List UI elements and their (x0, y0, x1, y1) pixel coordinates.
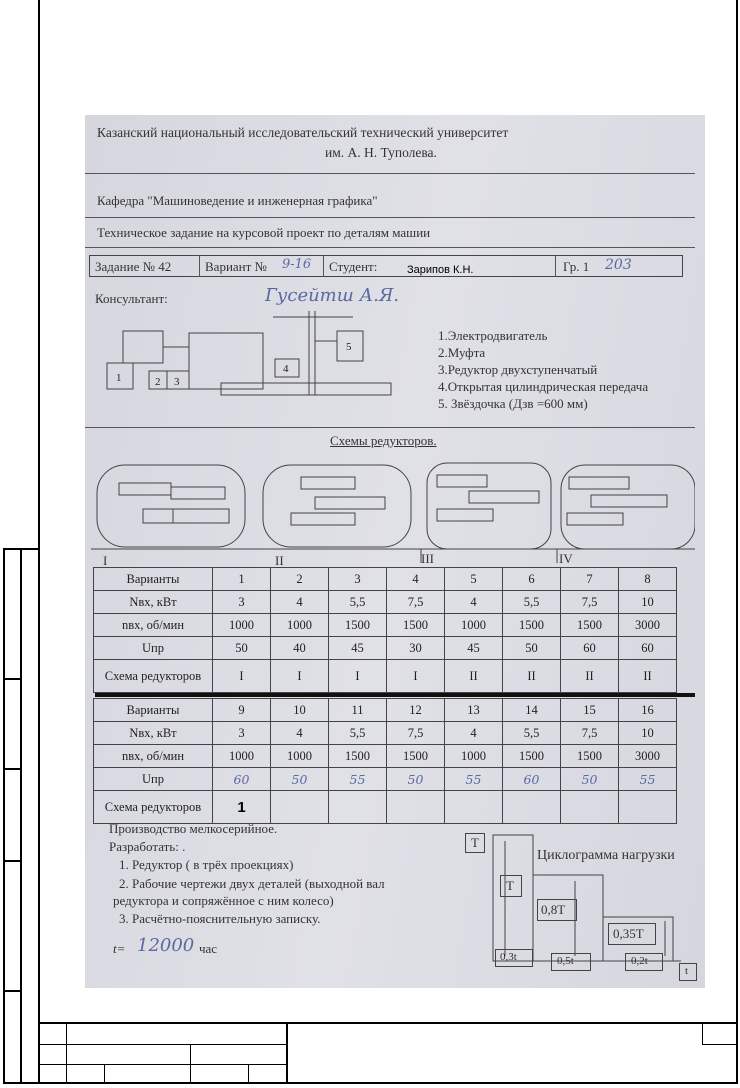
table-cell: 55 (329, 768, 387, 791)
scheme-label: III (421, 551, 434, 566)
table-cell: 1000 (445, 614, 503, 637)
side-stamp-cell (5, 862, 22, 992)
table-cell: 10 (271, 699, 329, 722)
table-cell: I (387, 660, 445, 693)
table-cell: 50 (213, 637, 271, 660)
student-name: Зарипов К.Н. (407, 264, 474, 276)
table-cell: 1500 (329, 745, 387, 768)
scheme-number: 3 (174, 376, 180, 388)
production-type: Производство мелкосерийное. (109, 821, 278, 836)
table-cell: 4 (445, 722, 503, 745)
table-cell: II (619, 660, 677, 693)
hours-value: 12000 (137, 935, 195, 956)
legend-item: 4.Открытая цилиндрическая передача (438, 379, 649, 394)
table-cell: 7,5 (561, 722, 619, 745)
table-cell: 9 (213, 699, 271, 722)
table-cell (271, 791, 329, 824)
table-cell: 5,5 (329, 722, 387, 745)
side-stamp-cell (5, 680, 22, 770)
table-cell: 5 (445, 568, 503, 591)
table-cell (619, 791, 677, 824)
table-cell: 15 (561, 699, 619, 722)
table-cell: 50 (271, 768, 329, 791)
hours-label: t= (113, 941, 126, 956)
scheme-number: 1 (116, 372, 122, 384)
scheme-number: 5 (346, 341, 352, 353)
cyclogram-t1: 0,3t (500, 951, 517, 963)
reducer-schemes-title: Схемы редукторов. (330, 433, 437, 448)
table-row (94, 791, 677, 824)
task-item: 2. Рабочие чертежи двух деталей (выходной вал (119, 876, 385, 891)
cyclogram-t2: 0,5t (557, 955, 574, 967)
table-cell: 5,5 (503, 591, 561, 614)
task-item: 1. Редуктор ( в трёх проекциях) (119, 857, 294, 872)
table-cell: 4 (445, 591, 503, 614)
consultant-label: Консультант: (95, 291, 168, 306)
table-row (94, 722, 677, 745)
table-cell: Nвх, кВт (94, 591, 213, 614)
table-cell: 1000 (213, 745, 271, 768)
table-cell (329, 791, 387, 824)
table-cell: II (561, 660, 619, 693)
table-cell: Uпр (94, 768, 213, 791)
table-cell: 3 (213, 591, 271, 614)
variants-table-2 (93, 698, 677, 824)
develop-label: Разработать: . (109, 839, 186, 854)
table-cell: 12 (387, 699, 445, 722)
group-label: Гр. 1 (563, 259, 590, 274)
table-cell: 55 (445, 768, 503, 791)
table-cell: 40 (271, 637, 329, 660)
table-row (94, 637, 677, 660)
table-cell (445, 791, 503, 824)
table-cell: 3 (329, 568, 387, 591)
scheme-label: II (275, 553, 284, 568)
table-cell: I (271, 660, 329, 693)
table-separator (95, 693, 695, 697)
table-cell: 7,5 (387, 722, 445, 745)
table-cell: 10 (619, 722, 677, 745)
title-block (38, 1022, 738, 1084)
table-cell: 7 (561, 568, 619, 591)
table-cell: 8 (619, 568, 677, 591)
table-cell: 50 (561, 768, 619, 791)
table-row (94, 660, 677, 693)
table-cell: 1500 (387, 614, 445, 637)
table-cell: Схема редукторов (94, 791, 213, 824)
table-cell: 5,5 (329, 591, 387, 614)
cyclogram-load2: 0,8T (541, 902, 566, 917)
task-item: 3. Расчётно-пояснительную записку. (119, 911, 321, 926)
hours-unit: час (199, 941, 218, 956)
table-cell: 3000 (619, 745, 677, 768)
table-cell: 13 (445, 699, 503, 722)
table-cell: 4 (271, 722, 329, 745)
group-value: 203 (605, 257, 632, 273)
table-cell: 1000 (213, 614, 271, 637)
table-cell: 1500 (503, 745, 561, 768)
table-cell: 30 (387, 637, 445, 660)
table-cell: 14 (503, 699, 561, 722)
table-cell: 50 (503, 637, 561, 660)
table-cell: nвх, об/мин (94, 614, 213, 637)
side-stamp-cell (5, 992, 22, 1084)
table-row (94, 591, 677, 614)
table-cell: Варианты (94, 699, 213, 722)
table-cell: 45 (445, 637, 503, 660)
table-cell: 4 (271, 591, 329, 614)
cyclogram-T: T (471, 835, 479, 850)
student-label: Студент: (329, 259, 378, 274)
table-cell: 60 (213, 768, 271, 791)
table-cell: 3 (213, 722, 271, 745)
side-stamp-cell (5, 550, 22, 680)
university-name: Казанский национальный исследовательский технический университет (97, 125, 509, 140)
table-cell: 1500 (329, 614, 387, 637)
table-cell: Схема редукторов (94, 660, 213, 693)
table-cell: 1000 (271, 745, 329, 768)
table-cell: Uпр (94, 637, 213, 660)
table-cell: 2 (271, 568, 329, 591)
table-cell: 7,5 (561, 591, 619, 614)
table-cell: 1 (213, 791, 271, 824)
table-cell: 5,5 (503, 722, 561, 745)
cyclogram-t-axis: t (685, 965, 689, 977)
table-cell: Варианты (94, 568, 213, 591)
legend-item: 1.Электродвигатель (438, 328, 548, 343)
table-cell: Nвх, кВт (94, 722, 213, 745)
table-row (94, 614, 677, 637)
table-cell: 6 (503, 568, 561, 591)
table-cell: I (213, 660, 271, 693)
variant-value: 9-16 (282, 257, 312, 272)
scheme-label: IV (559, 551, 573, 566)
table-cell: 45 (329, 637, 387, 660)
cyclogram-load3: 0,35T (613, 926, 644, 941)
table-cell: nвх, об/мин (94, 745, 213, 768)
scheme-number: 4 (283, 363, 289, 375)
table-row (94, 699, 677, 722)
table-cell: II (445, 660, 503, 693)
table-cell: 60 (561, 637, 619, 660)
table-cell: 60 (503, 768, 561, 791)
kinematic-scheme (103, 311, 403, 411)
side-stamp-cell (5, 770, 22, 862)
cyclogram-title: Циклограмма нагрузки (537, 848, 675, 863)
reducer-schemes-diagram (91, 453, 695, 563)
named-after: им. А. Н. Туполева. (325, 145, 437, 160)
table-cell: 55 (619, 768, 677, 791)
table-cell: 16 (619, 699, 677, 722)
legend-item: 3.Редуктор двухступенчатый (438, 362, 598, 377)
table-cell: 3000 (619, 614, 677, 637)
table-cell: 10 (619, 591, 677, 614)
variant-label: Вариант № (205, 259, 267, 274)
table-cell: 1500 (387, 745, 445, 768)
legend-item: 5. Звёздочка (Дзв =600 мм) (438, 396, 588, 411)
table-cell: 1500 (561, 745, 619, 768)
task-item-continued: редуктора и сопряжённое с ним колесо) (113, 893, 334, 908)
side-stamp-strip (3, 548, 38, 1084)
table-cell: 7,5 (387, 591, 445, 614)
table-cell: 1 (213, 568, 271, 591)
table-cell: 4 (387, 568, 445, 591)
department-name: Кафедра "Машиноведение и инженерная графика" (97, 193, 378, 208)
table-cell: 1500 (503, 614, 561, 637)
table-cell: 50 (387, 768, 445, 791)
legend-item: 2.Муфта (438, 345, 486, 360)
table-cell (561, 791, 619, 824)
scheme-label: I (103, 553, 108, 568)
table-cell: 11 (329, 699, 387, 722)
table-cell: 1000 (271, 614, 329, 637)
table-row (94, 568, 677, 591)
table-row (94, 768, 677, 791)
task-number: Задание № 42 (95, 259, 172, 274)
assignment-photo (85, 115, 705, 988)
table-cell: 60 (619, 637, 677, 660)
cyclogram-T-inner: T (506, 878, 514, 893)
consultant-signature: Гусейтш А.Я. (265, 285, 400, 306)
variants-table-1 (93, 567, 677, 693)
table-cell (503, 791, 561, 824)
info-row (89, 255, 683, 277)
table-row (94, 745, 677, 768)
table-cell: I (329, 660, 387, 693)
table-cell (387, 791, 445, 824)
assignment-title: Техническое задание на курсовой проект по деталям машии (97, 225, 431, 240)
cyclogram-t3: 0,2t (631, 955, 648, 967)
table-cell: 1500 (561, 614, 619, 637)
table-cell: 1000 (445, 745, 503, 768)
table-cell: II (503, 660, 561, 693)
scheme-number: 2 (155, 376, 161, 388)
